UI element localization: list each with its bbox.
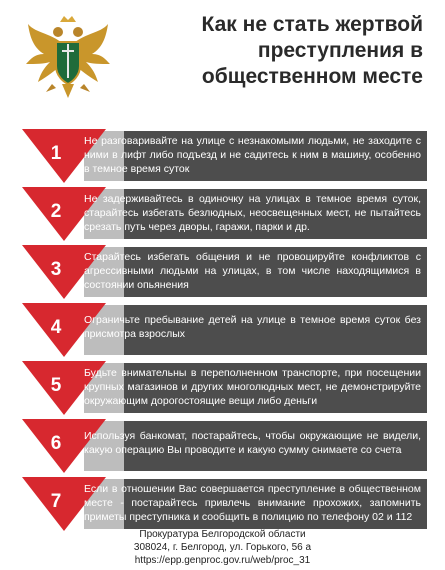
tip-number: 5 [50, 375, 62, 396]
tip-number: 6 [50, 433, 62, 454]
tip-number: 1 [50, 143, 62, 164]
page-title [163, 12, 423, 90]
tip-text: Не разговаривайте на улице с незнакомыми людьми, не заходите с ними в лифт либо подъезд и не садитесь к ним в машину, особенно в темное время суток [84, 135, 421, 175]
title-line-1: Как не стать жертвой [201, 13, 423, 36]
footer-contacts [0, 528, 445, 567]
tip-item-5 [22, 363, 427, 413]
prosecutor-emblem-icon [22, 14, 114, 102]
tip-number: 2 [50, 201, 62, 222]
tip-text: Будьте внимательны в переполненном транспорте, при посещении крупных магазинов и других многолюдных мест, не демонстрируйте окружающим дорогостоящие вещи либо деньги [84, 367, 421, 407]
tip-text: Если в отношении Вас совершается преступление в общественном месте - постарайтесь привлечь внимание прохожих, запомнить приметы преступника и сообщить в полицию по телефону 02 и 112 [84, 483, 421, 523]
tip-number: 7 [50, 491, 62, 512]
tip-text: Ограничьте пребывание детей на улице в темное время суток без присмотра взрослых [84, 314, 421, 340]
tip-text: Старайтесь избегать общения и не провоцируйте конфликтов с агрессивными людьми на улицах, в том числе находящимися в состоянии опьянения [84, 251, 421, 291]
tip-item-6 [22, 421, 427, 471]
tip-number: 3 [50, 259, 62, 280]
tip-item-2 [22, 189, 427, 239]
tip-text: Используя банкомат, постарайтесь, чтобы окружающие не видели, какую операцию Вы проводите и какую сумму снимаете со счета [84, 430, 421, 456]
footer-address: 308024, г. Белгород, ул. Горького, 56 а [133, 542, 312, 553]
footer-organization: Прокуратура Белгородской области [139, 529, 306, 540]
tip-item-7 [22, 479, 427, 529]
title-line-2: преступления в [257, 39, 423, 62]
tip-item-1 [22, 131, 427, 181]
tip-number: 4 [50, 317, 62, 338]
title-line-3: общественном месте [201, 65, 423, 88]
tip-item-3 [22, 247, 427, 297]
tip-text: Не задерживайтесь в одиночку на улицах в темное время суток, старайтесь избегать безлюдных, неосвещенных мест, не пытайтесь срезать путь через дворы, гаражи, парки и др. [84, 193, 421, 233]
footer-website-link[interactable]: https://epp.genproc.gov.ru/web/proc_31 [134, 555, 311, 566]
tip-item-4 [22, 305, 427, 355]
